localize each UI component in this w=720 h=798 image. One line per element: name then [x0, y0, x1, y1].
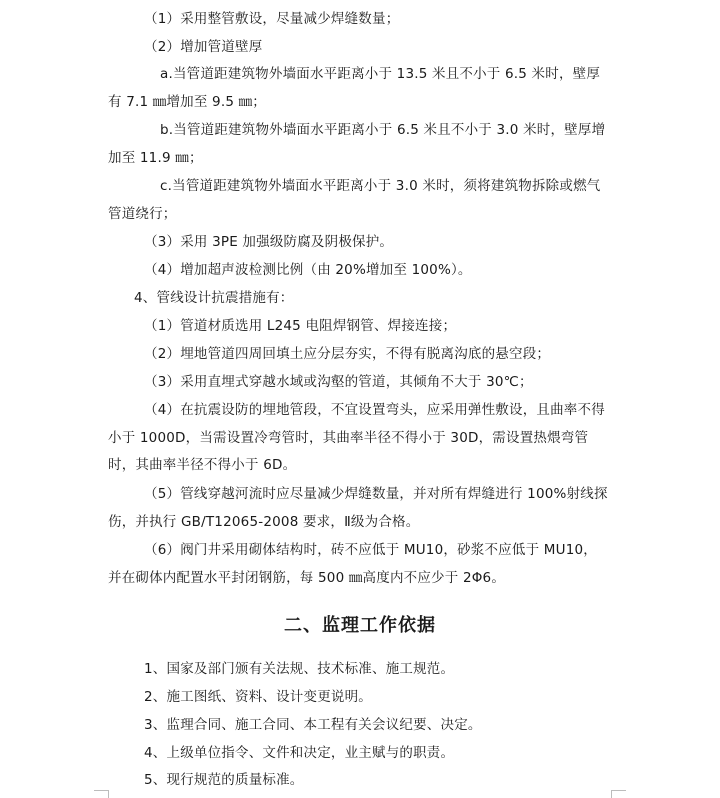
paragraph-1-2: （2）增加管道壁厚	[144, 39, 263, 55]
paragraph-wall-thickness-c: c.当管道距建筑物外墙面水平距离小于 3.0 米时，须将建筑物拆除或燃气管道绕行；	[108, 178, 601, 222]
page-corner-mark-left-vertical	[108, 790, 109, 798]
basis-item-5: 5、现行规范的质量标准。	[144, 772, 304, 788]
paragraph-wall-thickness-b: b.当管道距建筑物外墙面水平距离小于 6.5 米且不小于 3.0 米时，壁厚增加至 11.9 ㎜；	[108, 122, 606, 166]
paragraph-seismic-3: （3）采用直埋式穿越水域或沟壑的管道，其倾角不大于 30℃；	[144, 374, 533, 390]
basis-item-3: 3、监理合同、施工合同、本工程有关会议纪要、决定。	[144, 717, 482, 733]
paragraph-seismic-1: （1）管道材质选用 L245 电阻焊钢管、焊接连接；	[144, 318, 457, 334]
page-corner-mark-right-vertical	[611, 790, 612, 798]
paragraph-seismic-heading: 4、管线设计抗震措施有：	[134, 290, 294, 306]
paragraph-wall-thickness-a: a.当管道距建筑物外墙面水平距离小于 13.5 米且不小于 6.5 米时，壁厚有 7.1 ㎜增加至 9.5 ㎜；	[108, 66, 601, 110]
page-corner-mark-left	[94, 790, 108, 791]
paragraph-seismic-5: （5）管线穿越河流时应尽量减少焊缝数量，并对所有焊缝进行 100%射线探伤，并执行 GB/T12065-2008 要求，Ⅱ级为合格。	[108, 486, 608, 530]
basis-item-2: 2、施工图纸、资料、设计变更说明。	[144, 689, 372, 705]
paragraph-1-1: （1）采用整管敷设，尽量减少焊缝数量；	[144, 11, 400, 27]
paragraph-seismic-6: （6）阀门井采用砌体结构时，砖不应低于 MU10，砂浆不应低于 MU10，并在砌体内配置水平封闭钢筋，每 500 ㎜高度内不应少于 2Φ6。	[108, 542, 597, 586]
section-heading: 二、监理工作依据	[284, 615, 436, 636]
paragraph-1-3: （3）采用 3PE 加强级防腐及阴极保护。	[144, 234, 394, 250]
paragraph-seismic-4: （4）在抗震设防的埋地管段，不宜设置弯头，应采用弹性敷设，且曲率不得小于 1000D，当需设置冷弯管时，其曲率半径不得小于 30D，需设置热煨弯管时，其曲率半径不得小于 6D。	[108, 402, 605, 473]
paragraph-1-4: （4）增加超声波检测比例（由 20%增加至 100%）。	[144, 262, 472, 278]
basis-item-1: 1、国家及部门颁有关法规、技术标准、施工规范。	[144, 661, 455, 677]
basis-item-4: 4、上级单位指令、文件和决定，业主赋与的职责。	[144, 745, 455, 761]
paragraph-seismic-2: （2）埋地管道四周回填土应分层夯实，不得有脱离沟底的悬空段；	[144, 346, 551, 362]
page-corner-mark-right	[612, 790, 626, 791]
